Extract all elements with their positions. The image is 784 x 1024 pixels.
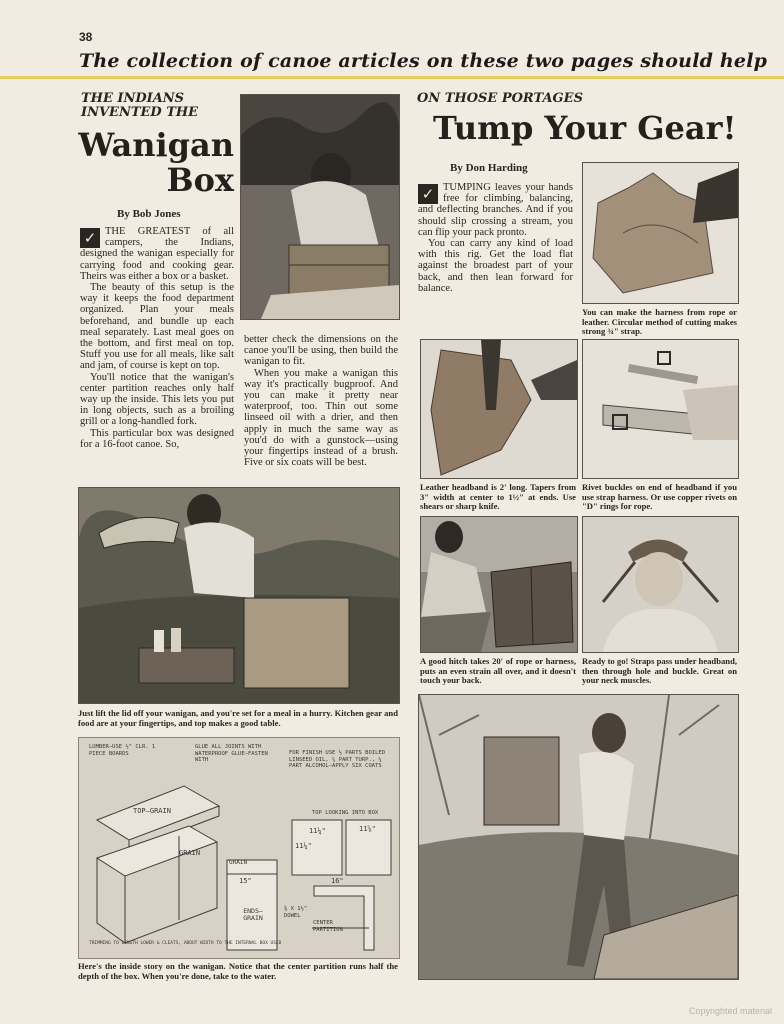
tump-title: Tump Your Gear!: [433, 109, 737, 147]
wanigan-kicker: THE INDIANS INVENTED THE: [81, 91, 199, 120]
label-grain-small: GRAIN: [229, 859, 248, 866]
label-top-grain: TOP—GRAIN: [133, 807, 171, 815]
label-grain: GRAIN: [179, 849, 201, 857]
diagram-drawing: [79, 738, 399, 958]
caption-headband: Leather headband is 2' long. Tapers from 3" width at center to 1½" at ends. Use shears or sharp knife.: [420, 482, 576, 512]
note-lumber: LUMBER—USE ½" CLR. 1 PIECE BOARDS: [89, 744, 156, 757]
caption-meal: Just lift the lid off your wanigan, and you're set for a meal in a hurry. Kitchen gear and food are at your fingertips, and top makes a good table.: [78, 708, 398, 728]
banner-rule: [0, 76, 784, 79]
caption-hitch: A good hitch takes 20' of rope or harness, puts an even strain all over, and it doesn't touch your back.: [420, 656, 576, 686]
tump-kicker: ON THOSE PORTAGES: [417, 91, 583, 106]
copyright-notice: Copyrighted material: [688, 1006, 772, 1016]
label-ends-grain: ENDS—GRAIN: [243, 907, 263, 922]
label-top-looking: TOP LOOKING INTO BOX: [312, 810, 379, 816]
banner-headline: The collection of canoe articles on these two pages should help: [79, 50, 768, 72]
wanigan-title: [78, 128, 234, 198]
dim-label: 11¼": [309, 827, 326, 835]
dim-label: 11⅝": [359, 825, 376, 833]
paragraph: TUMPING leaves your hands free for climbing, balancing, and deflecting branches. And if you should slip crossing a stream, you can flip your pack pronto.: [418, 182, 573, 238]
paragraph: The beauty of this setup is the way it keeps the food department organized. Plan your meals beforehand, and bundle up each meal separately. Last meal goes on the bottom, and first meal on top. Stuff you use for all meals, like salt and jam, of course is kept on top.: [80, 282, 234, 372]
caption-rivets: Rivet buckles on end of headband if you use strap harness. Or use copper rivets on "D" rings for rope.: [582, 482, 737, 512]
note-bottom: TRIMMING TO LENGTH LOWER & CLEATS, ABOUT WIDTH TO THE INTERNAL BOX USED: [89, 941, 282, 946]
paragraph: You can carry any kind of load with this rig. Get the load flat against the broadest part of your back, and then lean forward for balance.: [418, 238, 573, 294]
note-finish: FOR FINISH USE ½ PARTS BOILED LINSEED OIL, ¼ PART TURP., ¼ PART ALCOHOL—APPLY SIX COATS: [289, 750, 386, 769]
paragraph: THE GREATEST of all campers, the Indians, designed the wanigan especially for carrying food and cooking gear. Theirs was either a box or a basket.: [80, 226, 234, 282]
photo-cutting-leather: [582, 162, 739, 304]
paragraph: You'll notice that the wanigan's center partition reaches only half way up the inside. This lets you put in long objects, such as a broiling grill or a long-handled fork.: [80, 371, 234, 428]
wanigan-title-line2: Box: [166, 161, 234, 199]
label-dowel: ⅜ X 1½" DOWEL: [284, 906, 308, 919]
dim-label: 11¼": [295, 842, 312, 850]
checkmark-icon: ✓: [418, 184, 438, 204]
page-number: 38: [79, 30, 93, 44]
photo-portage-carry: [418, 694, 739, 980]
photo-meal-at-wanigan: [78, 487, 400, 704]
wanigan-column-1: [80, 226, 234, 450]
note-glue: GLUE ALL JOINTS WITH WATERPROOF GLUE—FASTEN WITH: [195, 744, 268, 763]
wanigan-column-2: [244, 334, 398, 468]
caption-ready: Ready to go! Straps pass under headband, then through hole and buckle. Great on your neck muscles.: [582, 656, 737, 686]
checkmark-icon: ✓: [80, 228, 100, 248]
tump-byline: By Don Harding: [450, 162, 528, 174]
photo-hitch: [420, 516, 578, 653]
wanigan-title-line1: Wanigan: [78, 126, 234, 164]
diagram-wanigan-plan: [78, 737, 400, 959]
photo-leather-headband: [420, 339, 578, 479]
tump-body: [418, 182, 573, 294]
caption-diagram: Here's the inside story on the wanigan. Notice that the center partition runs half the depth of the box. When you're done, take to the water.: [78, 961, 398, 981]
dim-label: 15": [239, 877, 252, 885]
label-center-partition: CENTER PARTITION: [313, 920, 343, 933]
photo-man-with-wanigan: [240, 94, 400, 320]
caption-harness: You can make the harness from rope or leather. Circular method of cutting makes strong ¾" strap.: [582, 307, 737, 337]
paragraph: better check the dimensions on the canoe you'll be using, then build the wanigan to fit.: [244, 334, 398, 368]
paragraph: When you make a wanigan this way it's practically bugproof. And you can make it pretty near waterproof, too. Thin out some linseed oil with a drier, and then apply in much the same way as you'd do with a gunstock—using your fingertips instead of a brush. Five or six coats will be best.: [244, 367, 398, 469]
paragraph: This particular box was designed for a 16-foot canoe. So,: [80, 427, 234, 450]
wanigan-byline: By Bob Jones: [117, 208, 181, 220]
photo-headband-wearer: [582, 516, 739, 653]
dim-label: 16": [331, 877, 344, 885]
photo-rivet-buckles: [582, 339, 739, 479]
